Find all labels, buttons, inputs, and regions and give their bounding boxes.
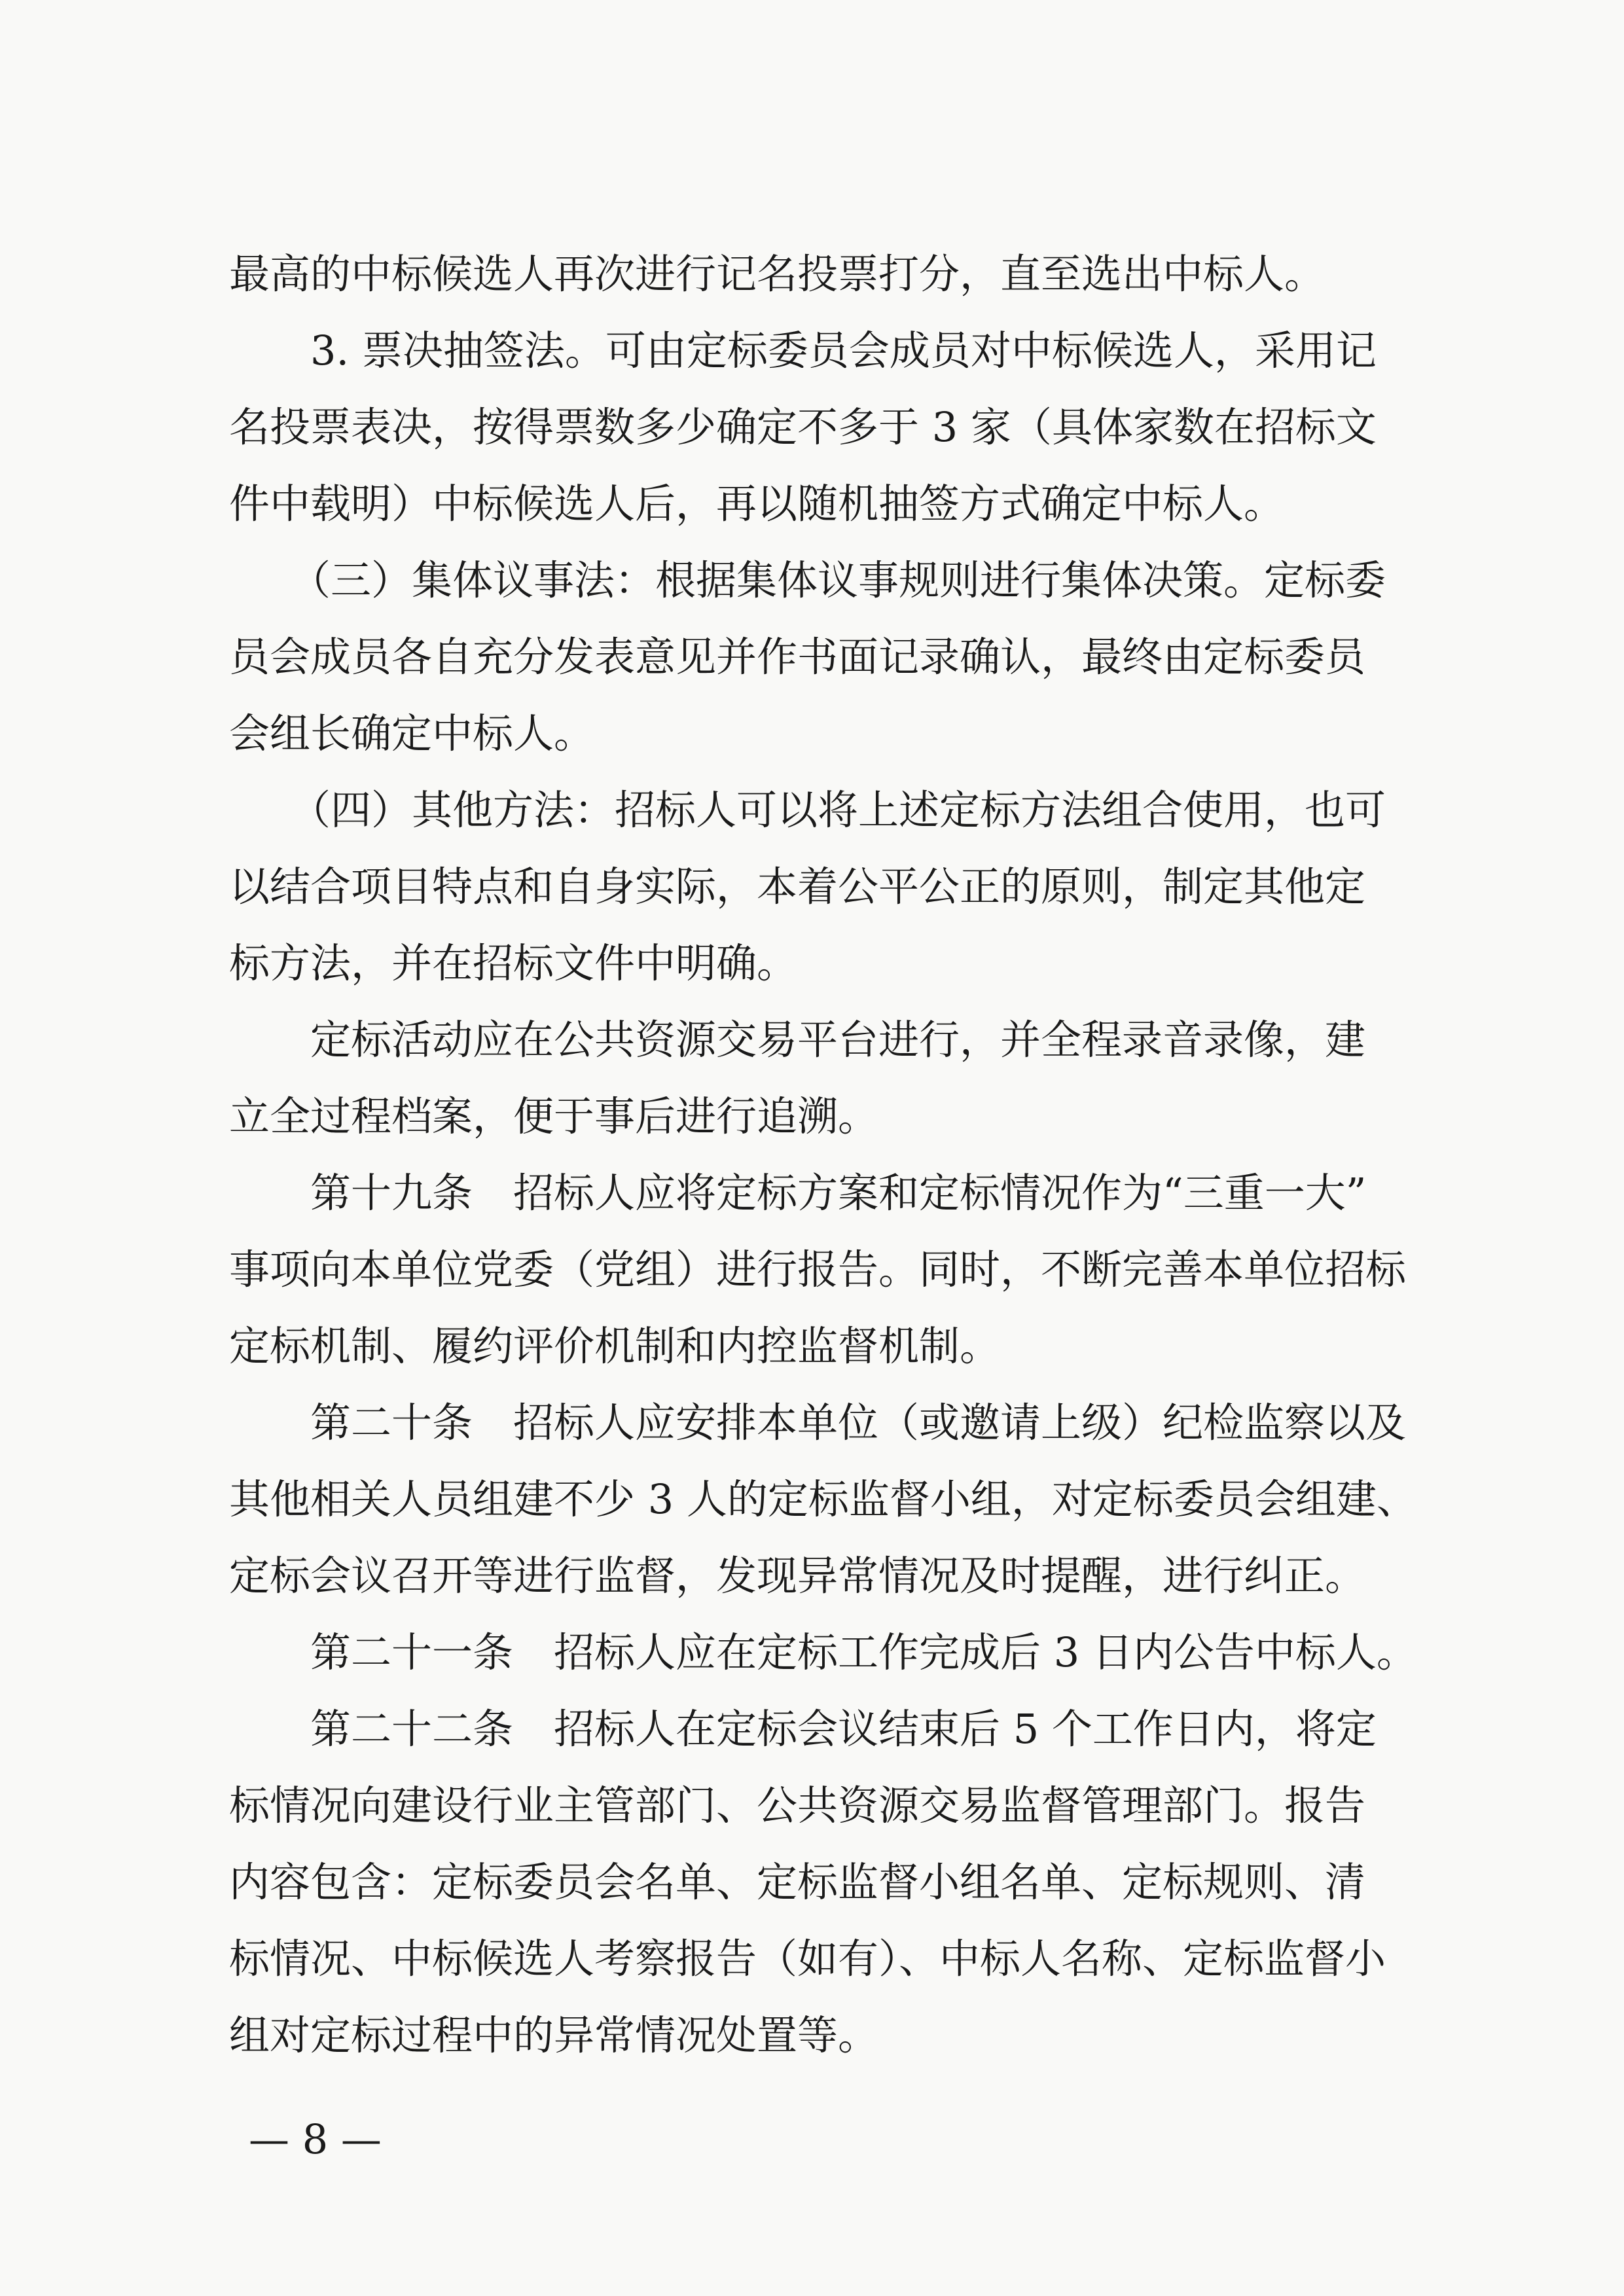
text-line: 定标机制、履约评价机制和内控监督机制。 <box>229 1322 1001 1370</box>
text-line: 会组长确定中标人。 <box>229 709 595 757</box>
text-line: 最高的中标候选人再次进行记名投票打分，直至选出中标人。 <box>229 250 1326 298</box>
text-line: 其他相关人员组建不少 3 人的定标监督小组，对定标委员会组建、 <box>229 1475 1417 1523</box>
text-line: 内容包含：定标委员会名单、定标监督小组名单、定标规则、清 <box>229 1858 1366 1906</box>
text-line: 事项向本单位党委（党组）进行报告。同时，不断完善本单位招标 <box>229 1246 1407 1293</box>
text-line: 第二十一条 招标人应在定标工作完成后 3 日内公告中标人。 <box>229 1628 1417 1676</box>
text-line: （四）其他方法：招标人可以将上述定标方法组合使用，也可 <box>229 786 1386 834</box>
page-number: — 8 — <box>249 2115 382 2163</box>
text-line: （三）集体议事法：根据集体议事规则进行集体决策。定标委 <box>229 556 1386 604</box>
text-line: 组对定标过程中的异常情况处置等。 <box>229 2011 879 2059</box>
text-line: 定标会议召开等进行监督，发现异常情况及时提醒，进行纠正。 <box>229 1552 1366 1600</box>
text-line: 员会成员各自充分发表意见并作书面记录确认，最终由定标委员 <box>229 633 1366 681</box>
text-line: 标方法，并在招标文件中明确。 <box>229 939 798 987</box>
text-line: 标情况、中标候选人考察报告（如有）、中标人名称、定标监督小 <box>229 1935 1386 1982</box>
text-line: 定标活动应在公共资源交易平台进行，并全程录音录像，建 <box>229 1016 1366 1064</box>
text-line: 标情况向建设行业主管部门、公共资源交易监督管理部门。报告 <box>229 1782 1366 1829</box>
text-line: 第二十条 招标人应安排本单位（或邀请上级）纪检监察以及 <box>229 1399 1407 1446</box>
text-line: 3. 票决抽签法。可由定标委员会成员对中标候选人，采用记 <box>229 327 1377 374</box>
text-line: 件中载明）中标候选人后，再以随机抽签方式确定中标人。 <box>229 480 1285 528</box>
text-line: 名投票表决，按得票数多少确定不多于 3 家（具体家数在招标文 <box>229 403 1377 451</box>
text-line: 第十九条 招标人应将定标方案和定标情况作为“三重一大” <box>229 1169 1367 1217</box>
text-line: 立全过程档案，便于事后进行追溯。 <box>229 1092 879 1140</box>
text-line: 以结合项目特点和自身实际，本着公平公正的原则，制定其他定 <box>229 863 1366 910</box>
text-line: 第二十二条 招标人在定标会议结束后 5 个工作日内，将定 <box>229 1705 1377 1753</box>
